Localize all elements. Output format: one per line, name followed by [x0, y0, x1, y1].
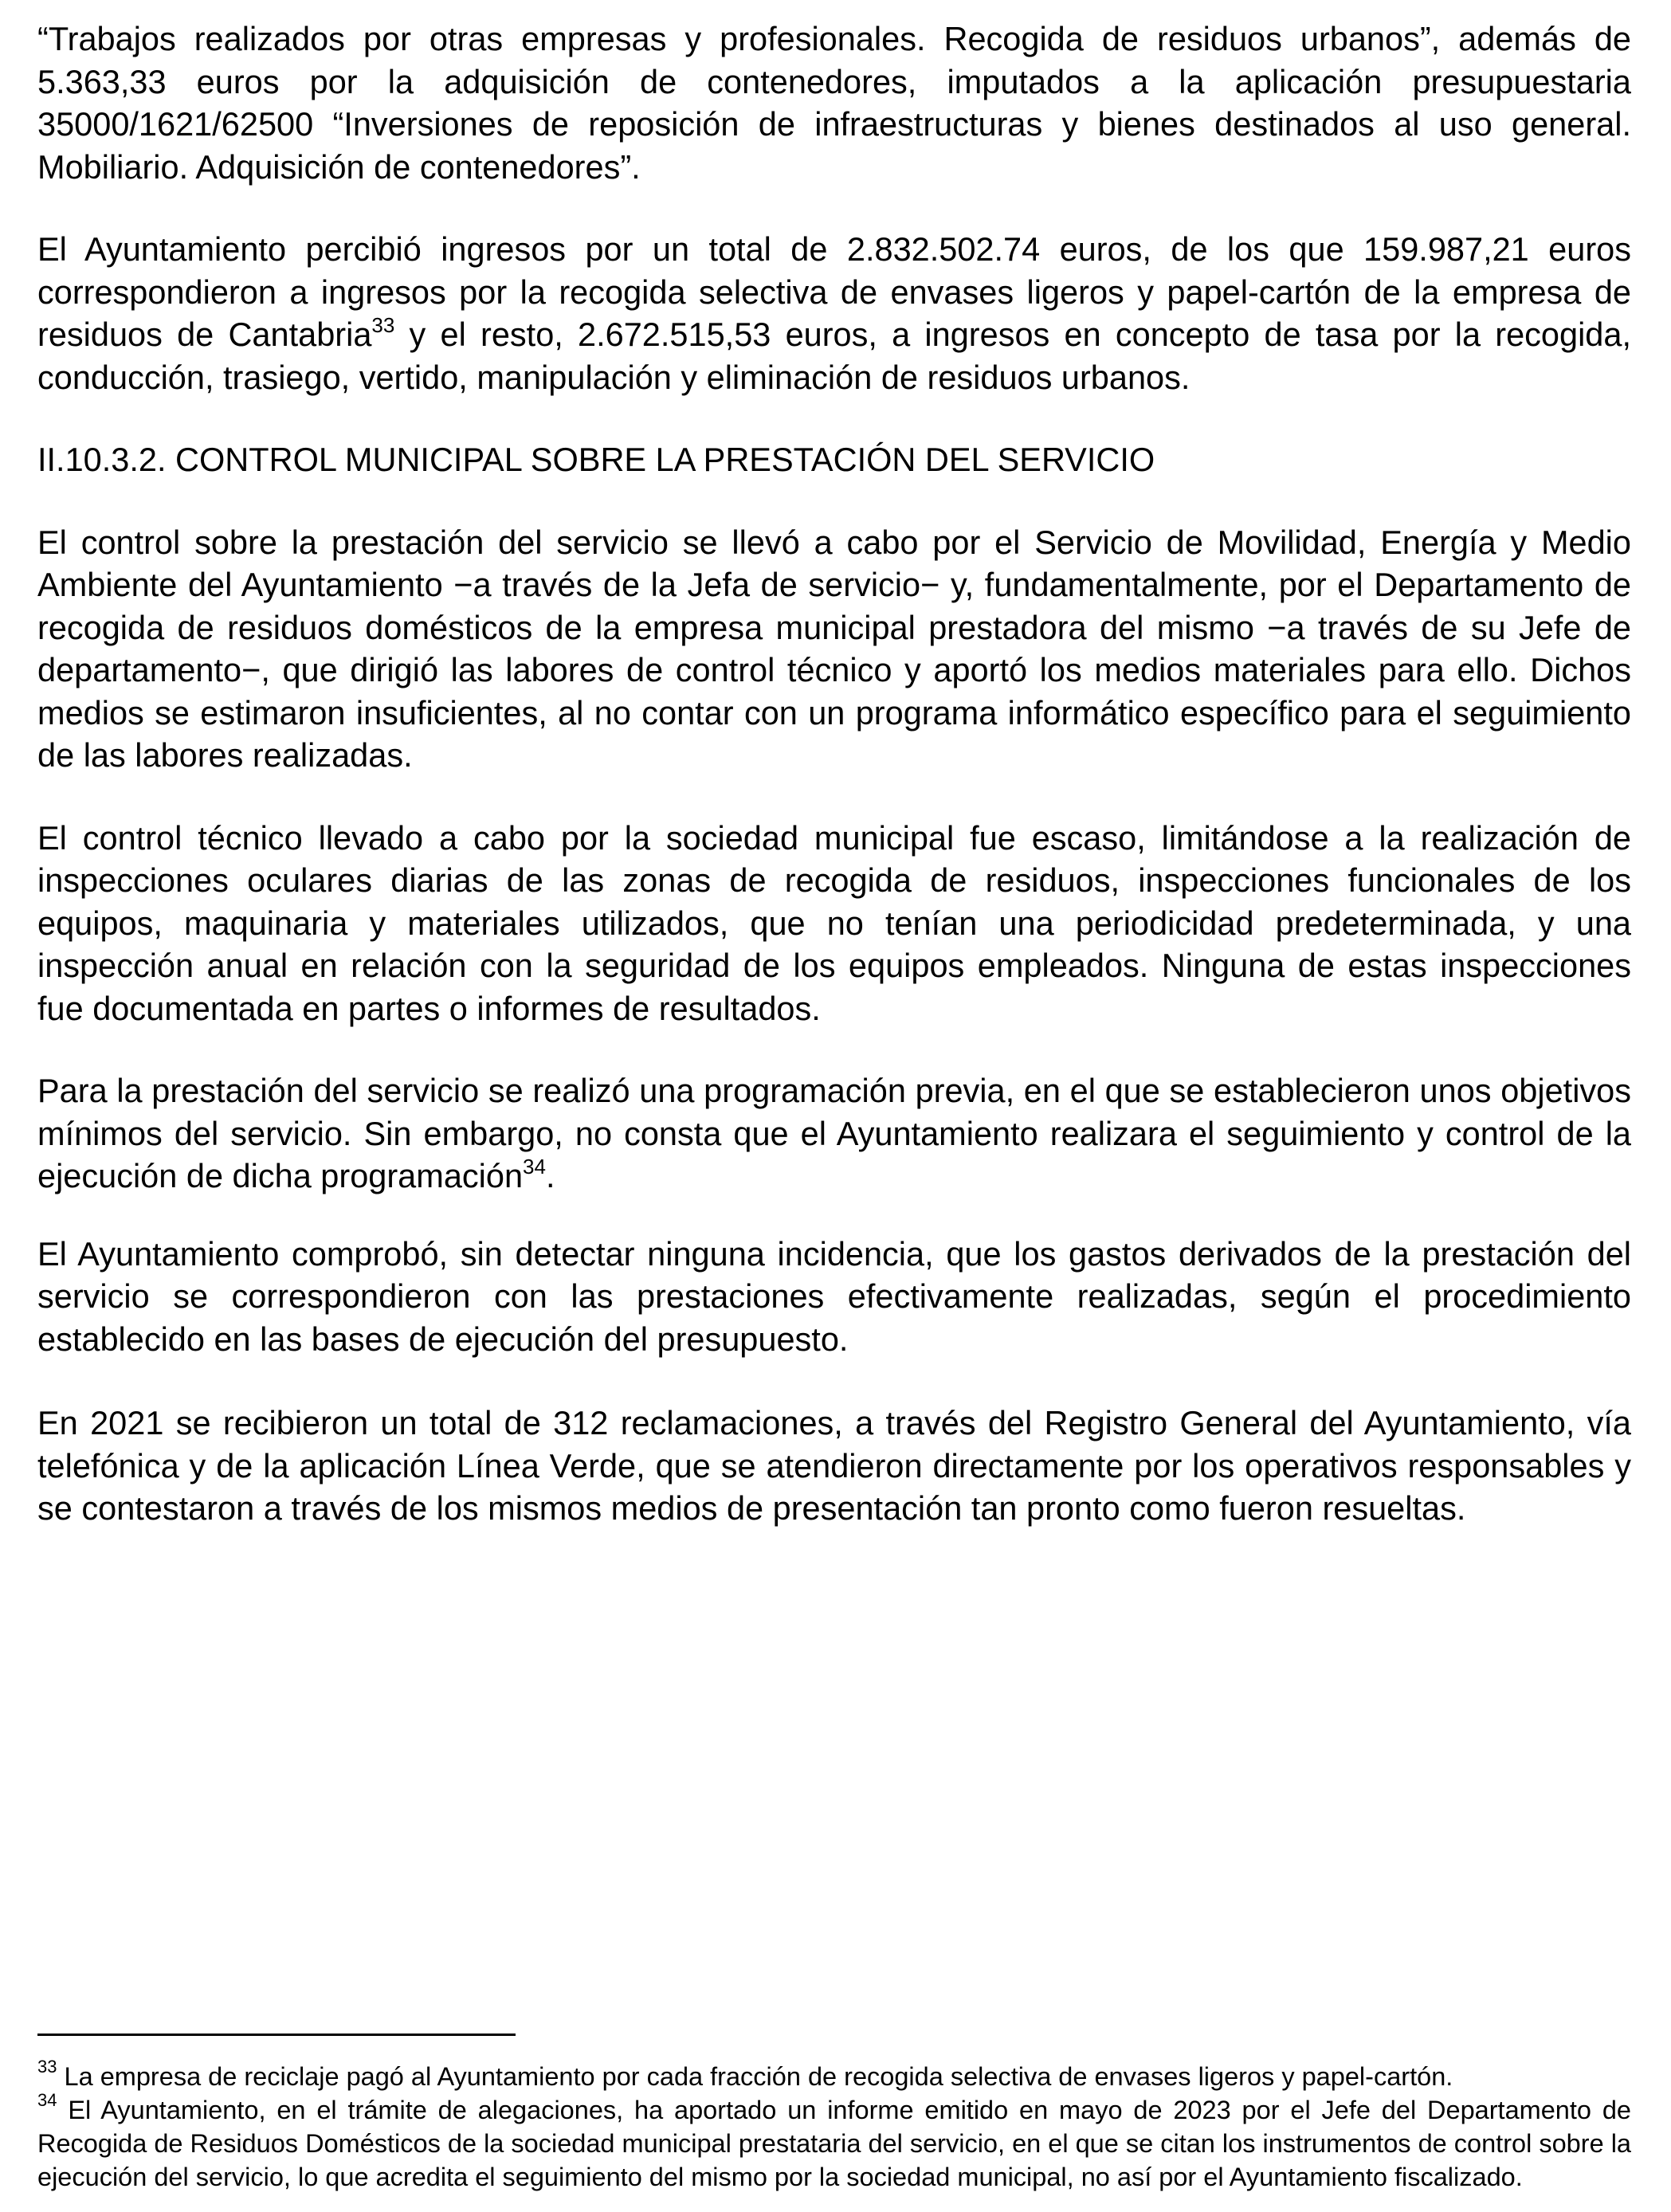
footnote-33 — [37, 2057, 1631, 2093]
footnote-text: La empresa de reciclaje pagó al Ayuntamiento por cada fracción de recogida selectiva de envases ligeros y papel-cartón. — [57, 2062, 1453, 2091]
paragraph-complaints: En 2021 se recibieron un total de 312 reclamaciones, a través del Registro General del Ayuntamiento, vía telefónica y de la aplicación Línea Verde, que se atendieron directamente por los operativos responsables y se contestaron a través de los mismos medios de presentación tan pronto como fueron resueltas. — [37, 1404, 1631, 1527]
income-text-end: y el resto, 2.672.515,53 euros, a ingresos en concepto de tasa por la recogida, conducción, trasiego, vertido, manipulación y eliminación de residuos urbanos. — [37, 316, 1631, 396]
footnote-number: 33 — [37, 2057, 57, 2077]
paragraph-control-service: El control sobre la prestación del servicio se llevó a cabo por el Servicio de Movilidad, Energía y Medio Ambiente del Ayuntamiento −a través de la Jefa de servicio− y, fundamentalmente, por el Departamento de recogida de residuos domésticos de la empresa municipal prestadora del mismo −a través de su Jefe de departamento−, que dirigió las labores de control técnico y aportó los medios materiales para ello. Dichos medios se estimaron insuficientes, al no contar con un programa informático específico para el seguimiento de las labores realizadas. — [37, 523, 1631, 774]
programming-text-start: Para la prestación del servicio se realizó una programación previa, en el que se establecieron unos objetivos mínimos del servicio. Sin embargo, no consta que el Ayuntamiento realizara el seguimiento y control de la ejecución de dicha programación — [37, 1072, 1631, 1194]
paragraph-technical-control: El control técnico llevado a cabo por la sociedad municipal fue escaso, limitándose a la realización de inspecciones oculares diarias de las zonas de recogida de residuos, inspecciones funcionales de los equipos, maquinaria y materiales utilizados, que no tenían una periodicidad predeterminada, y una inspección anual en relación con la seguridad de los equipos empleados. Ninguna de estas inspecciones fue documentada en partes o informes de resultados. — [37, 818, 1631, 1027]
footnote-number: 34 — [37, 2090, 57, 2111]
programming-text-end: . — [545, 1157, 555, 1194]
footnote-text: El Ayuntamiento, en el trámite de alegaciones, ha aportado un informe emitido en mayo de 2023 por el Jefe del Departamento de Recogida de Residuos Domésticos de la sociedad municipal prestataria del servicio, en el que se citan los instrumentos de control sobre la ejecución del servicio, lo que acredita el seguimiento del mismo por la sociedad municipal, no así por el Ayuntamiento fiscalizado. — [37, 2096, 1631, 2191]
paragraph-income — [37, 228, 1631, 398]
footnotes-section — [37, 2034, 1631, 2194]
document-body — [37, 18, 1631, 1530]
paragraph-expense-check: El Ayuntamiento comprobó, sin detectar ninguna incidencia, que los gastos derivados de la prestación del servicio se correspondieron con las prestaciones efectivamente realizadas, según el procedimiento establecido en las bases de ejecución del presupuesto. — [37, 1234, 1631, 1358]
income-text-start: El Ayuntamiento percibió ingresos por un total de 2.832.502.74 euros, de los que 159.987,21 euros correspondieron a ingresos por la recogida selectiva de envases ligeros y papel-cartón de la empresa de residuos de Cantabria — [37, 230, 1631, 353]
footnote-34 — [37, 2090, 1631, 2194]
paragraph-expenses: “Trabajos realizados por otras empresas y profesionales. Recogida de residuos urbanos”, además de 5.363,33 euros por la adquisición de contenedores, imputados a la aplicación presupuestaria 35000/1621/62500 “Inversiones de reposición de infraestructuras y bienes destinados al uso general. Mobiliario. Adquisición de contenedores”. — [37, 20, 1631, 186]
footnote-ref-33[interactable]: 33 — [371, 313, 395, 338]
section-heading: II.10.3.2. CONTROL MUNICIPAL SOBRE LA PRESTACIÓN DEL SERVICIO — [37, 441, 1155, 478]
footnote-separator — [37, 2034, 516, 2036]
footnote-ref-34[interactable]: 34 — [523, 1155, 546, 1179]
paragraph-programming — [37, 1069, 1631, 1198]
